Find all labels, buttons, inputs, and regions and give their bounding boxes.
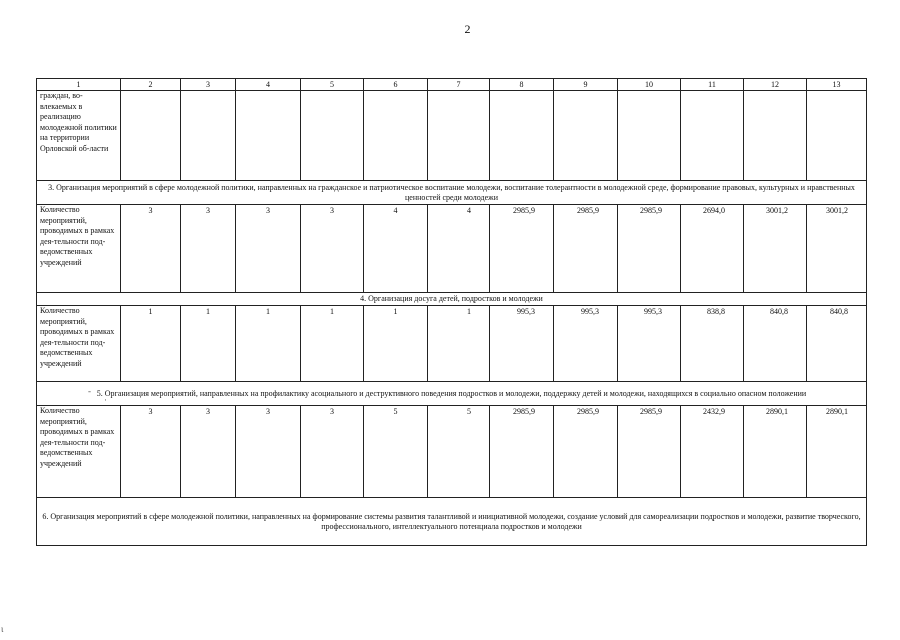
value-cell: 838,8 [681,306,744,382]
value-cell: 2432,9 [681,406,744,498]
section-row [37,382,867,406]
column-number: 8 [490,79,554,91]
column-number: 2 [121,79,181,91]
budget-table [36,78,867,546]
table-row [37,91,867,181]
value-cell: 3001,2 [807,205,867,293]
value-cell: 1 [121,306,181,382]
column-number: 9 [554,79,618,91]
value-cell: 3 [181,205,236,293]
section-row [37,293,867,306]
indicator-label: Количество мероприятий, проводимых в рамках дея-тельности под-ведомственных учреждений [37,406,121,498]
value-cell: 3 [301,205,364,293]
column-number: 4 [236,79,301,91]
value-cell: 3 [236,406,301,498]
column-number: 1 [37,79,121,91]
section-row [37,181,867,205]
value-cell: 995,3 [554,306,618,382]
value-cell: 2985,9 [554,205,618,293]
value-cell: 2985,9 [554,406,618,498]
value-cell: 1 [181,306,236,382]
column-number: 3 [181,79,236,91]
section-row [37,498,867,546]
value-cell: 2985,9 [618,205,681,293]
value-cell: 2985,9 [618,406,681,498]
column-number: 10 [618,79,681,91]
table-row [37,406,867,498]
section-heading: 3. Организация мероприятий в сфере молодежной политики, направленных на гражданское и патриотическое воспитание молодежи, воспитание толерантности в молодежной среде, формирование правовых, культурных и нравственных ценностей среди молодежи [37,181,867,205]
value-cell: 3001,2 [744,205,807,293]
value-cell: 995,3 [618,306,681,382]
column-number-row [37,79,867,91]
column-number: 12 [744,79,807,91]
value-cell: 3 [121,205,181,293]
value-cell: 3 [301,406,364,498]
value-cell: 2985,9 [490,205,554,293]
scan-artifact: - [88,386,91,396]
value-cell: 2890,1 [807,406,867,498]
section-heading: 6. Организация мероприятий в сфере молодежной политики, направленных на формирование системы развития талантливой и инициативной молодежи, создание условий для самореализации подростков и молодежи, развитие творческого, профессионального, интеллектуального потенциала подростков и молодежи [37,498,867,546]
value-cell: 3 [181,406,236,498]
value-cell: 1 [364,306,428,382]
scan-artifact: ι [1,624,4,634]
value-cell: 1 [428,306,490,382]
value-cell: 995,3 [490,306,554,382]
indicator-label: Количество мероприятий, проводимых в рамках дея-тельности под-ведомственных учреждений [37,205,121,293]
value-cell: 840,8 [744,306,807,382]
value-cell: 1 [236,306,301,382]
column-number: 13 [807,79,867,91]
value-cell: 5 [364,406,428,498]
table-row [37,306,867,382]
value-cell: 4 [364,205,428,293]
value-cell: 3 [121,406,181,498]
section-heading: 4. Организация досуга детей, подростков и молодежи [37,293,867,306]
column-number: 11 [681,79,744,91]
column-number: 5 [301,79,364,91]
page-number: 2 [464,22,471,36]
value-cell: 1 [301,306,364,382]
budget-table-container [36,78,866,546]
indicator-label: Количество мероприятий, проводимых в рамках дея-тельности под-ведомственных учреждений [37,306,121,382]
column-number: 6 [364,79,428,91]
scan-artifact: · [104,395,107,405]
value-cell: 2890,1 [744,406,807,498]
value-cell: 4 [428,205,490,293]
section-heading: 5. Организация мероприятий, направленных на профилактику асоциального и деструктивного поведения подростков и молодежи, поддержку детей и молодежи, находящихся в социально опасном положении [37,382,867,406]
value-cell: 2694,0 [681,205,744,293]
value-cell: 3 [236,205,301,293]
indicator-label: граждан, во-влекаемых в реализацию молодежной политики на территории Орловской об-ласти [37,91,121,181]
column-number: 7 [428,79,490,91]
value-cell: 2985,9 [490,406,554,498]
value-cell: 5 [428,406,490,498]
table-row [37,205,867,293]
value-cell: 840,8 [807,306,867,382]
